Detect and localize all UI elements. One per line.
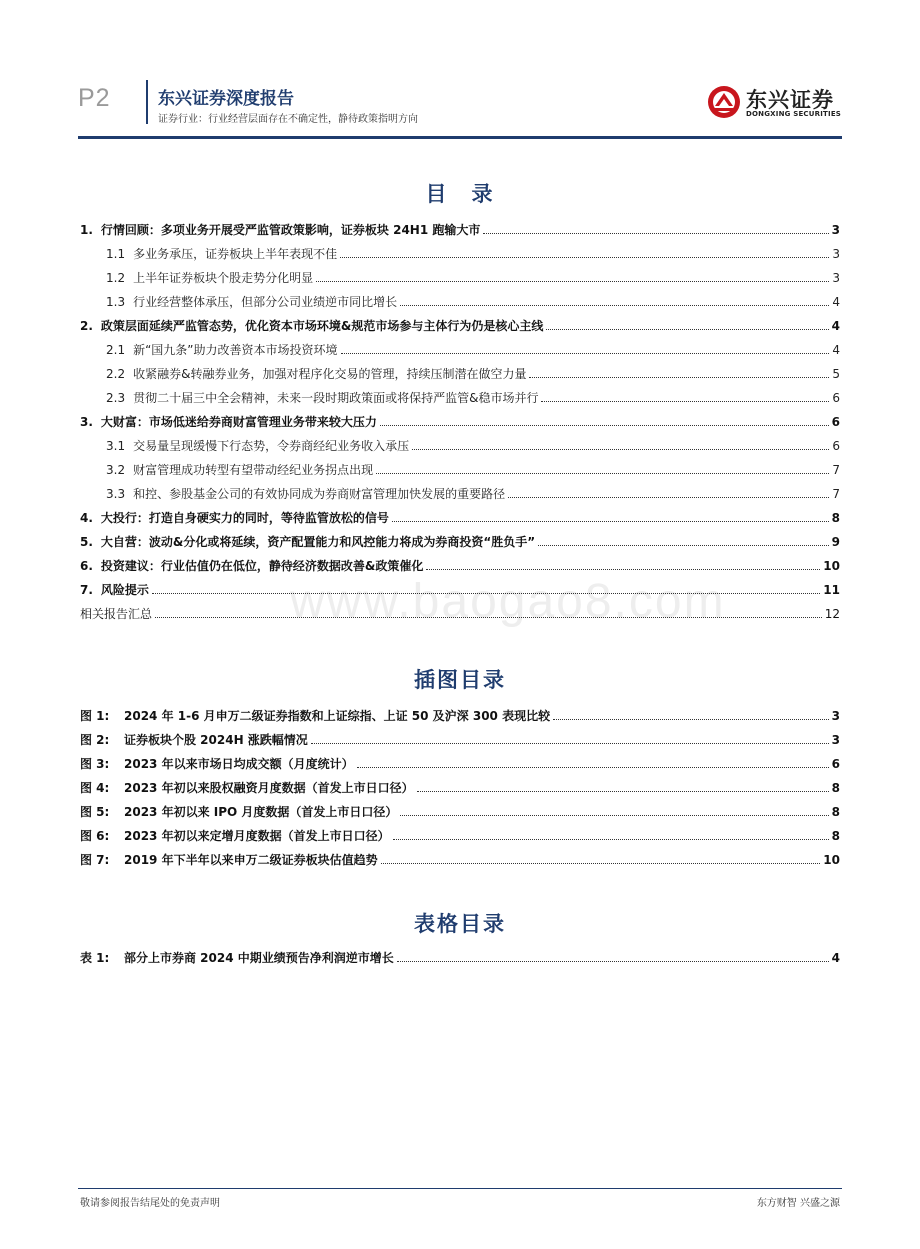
figure-entry-page: 3 xyxy=(831,709,840,723)
leader-dots xyxy=(376,473,829,474)
figure-entry[interactable] xyxy=(80,704,840,724)
toc-entry-page: 3 xyxy=(832,271,840,285)
logo-mark-icon xyxy=(706,84,742,120)
leader-dots xyxy=(381,863,821,864)
toc-entry[interactable] xyxy=(80,554,840,574)
toc-entry-text: 相关报告汇总 xyxy=(80,607,153,621)
figure-entry-page: 3 xyxy=(831,733,840,747)
toc-entry-text: 和控、参股基金公司的有效协同成为券商财富管理加快发展的重要路径 xyxy=(133,487,506,501)
figure-entry[interactable] xyxy=(80,728,840,748)
leader-dots xyxy=(316,281,829,282)
leader-dots xyxy=(400,815,828,816)
figure-label: 图 5: xyxy=(80,805,110,819)
toc-entry-page: 12 xyxy=(824,607,840,621)
figure-entry[interactable] xyxy=(80,800,840,820)
header-divider xyxy=(146,80,148,124)
toc-entry[interactable] xyxy=(80,602,840,622)
toc-entry-page: 11 xyxy=(823,583,840,597)
toc-entry-page: 3 xyxy=(832,247,840,261)
leader-dots xyxy=(397,961,829,962)
toc-entry-number: 1.3 xyxy=(106,295,126,309)
figure-entry[interactable] xyxy=(80,752,840,772)
figure-entry-page: 8 xyxy=(831,805,840,819)
toc-entry-text: 投资建议：行业估值仍在低位，静待经济数据改善&政策催化 xyxy=(100,559,424,573)
figure-entry-text: 2023 年初以来定增月度数据（首发上市日口径） xyxy=(124,829,390,843)
leader-dots xyxy=(546,329,828,330)
leader-dots xyxy=(393,839,829,840)
logo-text-cn: 东兴证券 xyxy=(746,88,834,112)
toc-entry-page: 6 xyxy=(831,415,840,429)
figure-entry-page: 10 xyxy=(823,853,840,867)
figure-entry-text: 2023 年以来市场日均成交额（月度统计） xyxy=(124,757,354,771)
toc-entry-text: 行业经营整体承压，但部分公司业绩逆市同比增长 xyxy=(133,295,398,309)
toc-entry-page: 4 xyxy=(831,319,840,333)
toc-entry-text: 大自营：波动&分化或将延续，资产配置能力和风控能力将成为券商投资“胜负手” xyxy=(100,535,536,549)
figure-entry-text: 2019 年下半年以来申万二级证券板块估值趋势 xyxy=(124,853,378,867)
toc-entry-page: 9 xyxy=(831,535,840,549)
figures-title: 插图目录 xyxy=(414,668,506,692)
toc-entry-number: 2.1 xyxy=(106,343,126,357)
leader-dots xyxy=(311,743,829,744)
toc-entry[interactable] xyxy=(106,434,840,454)
leader-dots xyxy=(426,569,820,570)
toc-entry-text: 上半年证券板块个股走势分化明显 xyxy=(133,271,314,285)
leader-dots xyxy=(357,767,829,768)
toc-entry[interactable] xyxy=(80,578,840,598)
figure-entry[interactable] xyxy=(80,824,840,844)
toc-title: 目 录 xyxy=(425,182,495,206)
leader-dots xyxy=(340,257,829,258)
toc-entry-text: 多业务承压，证券板块上半年表现不佳 xyxy=(133,247,338,261)
leader-dots xyxy=(392,521,829,522)
leader-dots xyxy=(417,791,829,792)
figure-label: 图 1: xyxy=(80,709,110,723)
toc-entry-page: 5 xyxy=(832,367,840,381)
toc-entry[interactable] xyxy=(80,530,840,550)
toc-entry-page: 8 xyxy=(831,511,840,525)
toc-entry[interactable] xyxy=(106,386,840,406)
toc-entry-number: 4. xyxy=(80,511,93,525)
table-entry-page: 4 xyxy=(831,951,840,965)
toc-entry-text: 行情回顾：多项业务开展受严监管政策影响，证券板块 24H1 跑输大市 xyxy=(100,223,481,237)
figure-label: 图 7: xyxy=(80,853,110,867)
toc-entry-text: 收紧融券&转融券业务，加强对程序化交易的管理，持续压制潜在做空力量 xyxy=(133,367,527,381)
figure-entry[interactable] xyxy=(80,776,840,796)
logo-text-en: DONGXING SECURITIES xyxy=(746,110,842,118)
toc-entry-text: 政策层面延续严监管态势，优化资本市场环境&规范市场参与主体行为仍是核心主线 xyxy=(100,319,544,333)
toc-entry[interactable] xyxy=(106,242,840,262)
page-number: P2 xyxy=(78,84,111,112)
toc-entry-text: 大财富：市场低迷给券商财富管理业务带来较大压力 xyxy=(100,415,377,429)
leader-dots xyxy=(541,401,829,402)
toc-entry[interactable] xyxy=(80,314,840,334)
toc-entry-number: 7. xyxy=(80,583,93,597)
toc-entry[interactable] xyxy=(80,218,840,238)
toc-entry[interactable] xyxy=(106,338,840,358)
figure-label: 图 4: xyxy=(80,781,110,795)
toc-entry[interactable] xyxy=(106,290,840,310)
leader-dots xyxy=(538,545,828,546)
leader-dots xyxy=(508,497,829,498)
leader-dots xyxy=(380,425,829,426)
toc-entry-page: 6 xyxy=(832,439,840,453)
toc-entry[interactable] xyxy=(80,410,840,430)
figure-label: 图 6: xyxy=(80,829,110,843)
figure-label: 图 2: xyxy=(80,733,110,747)
toc-entry-number: 2.3 xyxy=(106,391,126,405)
page-header xyxy=(0,0,920,140)
toc-entry-number: 3.2 xyxy=(106,463,126,477)
toc-entry-page: 7 xyxy=(832,463,840,477)
toc-entry-number: 6. xyxy=(80,559,93,573)
toc-entry[interactable] xyxy=(106,458,840,478)
figure-entry-text: 2023 年初以来股权融资月度数据（首发上市日口径） xyxy=(124,781,414,795)
toc-entry-page: 4 xyxy=(832,343,840,357)
leader-dots xyxy=(412,449,829,450)
company-logo xyxy=(706,82,846,126)
toc-entry-text: 大投行：打造自身硬实力的同时，等待监管放松的信号 xyxy=(100,511,389,525)
toc-entry[interactable] xyxy=(80,506,840,526)
toc-entry-text: 财富管理成功转型有望带动经纪业务拐点出现 xyxy=(133,463,374,477)
table-label: 表 1: xyxy=(80,951,110,965)
figure-entry-page: 6 xyxy=(831,757,840,771)
report-subtitle: 证券行业：行业经营层面存在不确定性，静待政策指明方向 xyxy=(158,114,418,125)
toc-entry-page: 4 xyxy=(832,295,840,309)
toc-entry[interactable] xyxy=(106,482,840,502)
toc-entry-text: 新“国九条”助力改善资本市场投资环境 xyxy=(133,343,338,357)
leader-dots xyxy=(341,353,830,354)
toc-entry-number: 3.1 xyxy=(106,439,126,453)
figure-label: 图 3: xyxy=(80,757,110,771)
company-slogan: 东方财智 兴盛之源 xyxy=(756,1198,840,1209)
leader-dots xyxy=(529,377,829,378)
figure-entry[interactable] xyxy=(80,848,840,868)
figure-entry-page: 8 xyxy=(831,829,840,843)
table-entry[interactable] xyxy=(80,946,840,966)
figure-entry-text: 2023 年初以来 IPO 月度数据（首发上市日口径） xyxy=(124,805,398,819)
toc-entry-number: 1. xyxy=(80,223,93,237)
toc-entry-page: 10 xyxy=(823,559,840,573)
toc-entry-text: 贯彻二十届三中全会精神，未来一段时期政策面或将保持严监管&稳市场并行 xyxy=(133,391,539,405)
report-title: 东兴证券深度报告 xyxy=(158,89,294,109)
tables-title: 表格目录 xyxy=(414,912,506,936)
toc-entry-number: 1.2 xyxy=(106,271,126,285)
toc-entry[interactable] xyxy=(106,266,840,286)
leader-dots xyxy=(400,305,829,306)
toc-entry-number: 1.1 xyxy=(106,247,126,261)
leader-dots xyxy=(483,233,828,234)
leader-dots xyxy=(155,617,822,618)
toc-entry-number: 3.3 xyxy=(106,487,126,501)
disclaimer-note: 敬请参阅报告结尾处的免责声明 xyxy=(80,1198,220,1209)
table-entry-text: 部分上市券商 2024 中期业绩预告净利润逆市增长 xyxy=(124,951,394,965)
leader-dots xyxy=(553,719,829,720)
toc-entry-page: 3 xyxy=(831,223,840,237)
toc-entry-text: 交易量呈现缓慢下行态势，令券商经纪业务收入承压 xyxy=(133,439,410,453)
header-rule xyxy=(78,136,842,139)
toc-entry-page: 7 xyxy=(832,487,840,501)
figure-entry-text: 2024 年 1-6 月申万二级证券指数和上证综指、上证 50 及沪深 300 表现比较 xyxy=(124,709,551,723)
figure-entry-page: 8 xyxy=(831,781,840,795)
toc-entry-number: 3. xyxy=(80,415,93,429)
figure-entry-text: 证券板块个股 2024H 涨跌幅情况 xyxy=(124,733,308,747)
watermark: www.baogao8.com xyxy=(290,575,726,628)
toc-entry-text: 风险提示 xyxy=(100,583,149,597)
toc-entry-number: 2.2 xyxy=(106,367,126,381)
toc-entry-number: 2. xyxy=(80,319,93,333)
leader-dots xyxy=(152,593,820,594)
toc-entry[interactable] xyxy=(106,362,840,382)
toc-entry-page: 6 xyxy=(832,391,840,405)
footer-rule xyxy=(78,1188,842,1189)
toc-entry-number: 5. xyxy=(80,535,93,549)
